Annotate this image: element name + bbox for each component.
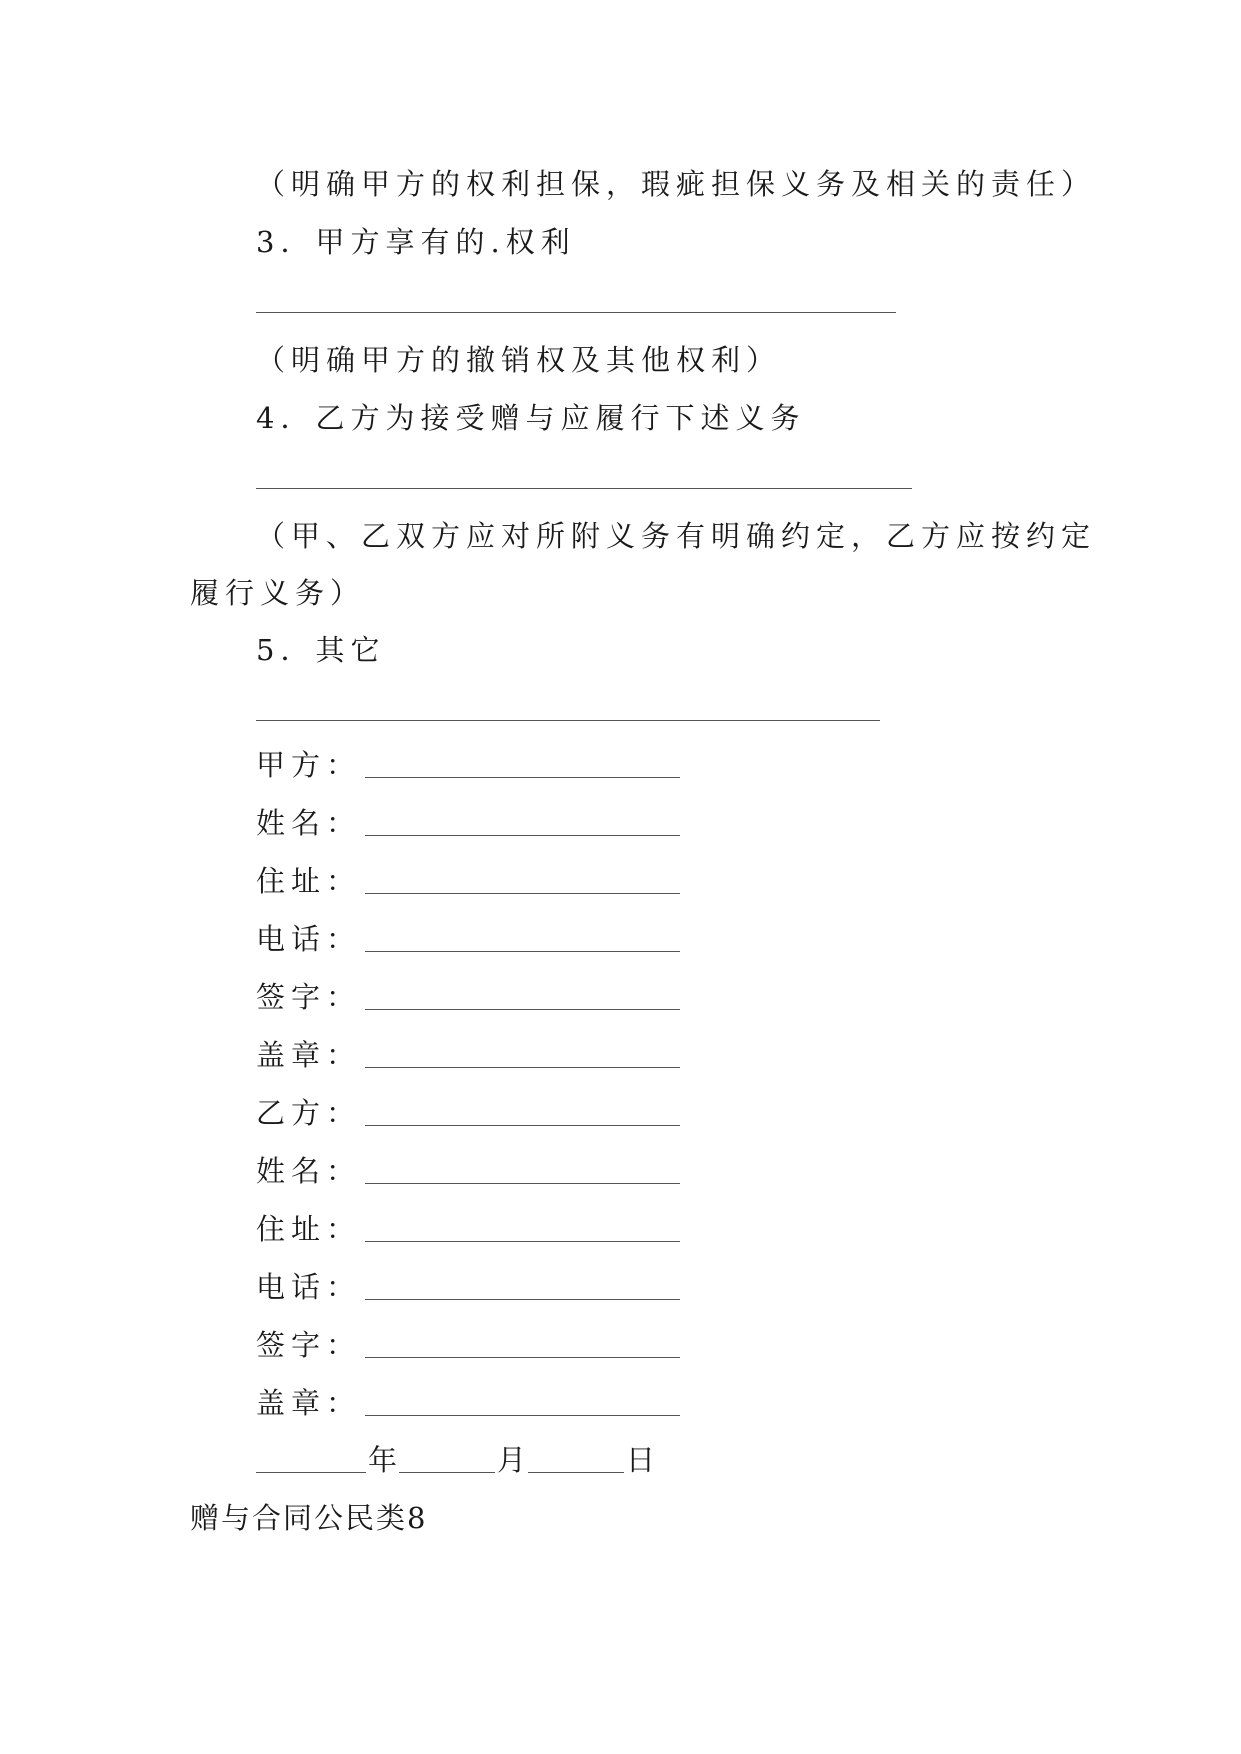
party-b-phone-blank [365,1299,680,1300]
month-label: 月 [497,1443,527,1477]
party-a-row [256,745,680,785]
party-a-address-label: 住址： [256,864,362,898]
party-a-signature-label: 签字： [256,980,362,1014]
party-b-seal-blank [365,1415,680,1416]
party-b-name-blank [365,1183,680,1184]
day-label: 日 [626,1443,656,1477]
party-a-blank [365,777,680,778]
party-b-phone-label: 电话： [256,1270,362,1304]
year-label: 年 [368,1443,398,1477]
party-a-address-row [256,861,680,901]
month-blank [399,1472,495,1473]
date-row [256,1440,657,1480]
note-warranty: （明确甲方的权利担保，瑕疵担保义务及相关的责任） [256,167,1097,201]
party-b-name-row [256,1151,680,1191]
party-a-seal-label: 盖章： [256,1038,362,1072]
party-a-seal-blank [365,1067,680,1068]
clause-3-blank-line [256,312,896,313]
party-a-name-blank [365,835,680,836]
clause-5-heading: 5．其它 [256,633,386,667]
clause-3-heading: 3．甲方享有的.权利 [256,225,576,259]
party-b-signature-row [256,1325,680,1365]
party-a-label: 甲方： [256,748,362,782]
party-b-seal-label: 盖章： [256,1386,362,1420]
next-section-title: 赠与合同公民类8 [190,1501,428,1535]
party-b-address-blank [365,1241,680,1242]
party-b-phone-row [256,1267,680,1307]
party-b-signature-label: 签字： [256,1328,362,1362]
clause-4-heading: 4．乙方为接受赠与应履行下述义务 [256,401,806,435]
note-revocation: （明确甲方的撤销权及其他权利） [256,343,782,377]
party-b-row [256,1093,680,1133]
party-a-address-blank [365,893,680,894]
party-a-name-label: 姓名： [256,806,362,840]
party-b-seal-row [256,1383,680,1423]
party-a-name-row [256,803,680,843]
clause-5-blank-line [256,720,880,721]
party-b-signature-blank [365,1357,680,1358]
year-blank [256,1472,366,1473]
party-a-signature-row [256,977,680,1017]
party-a-signature-blank [365,1009,680,1010]
note-obligations-line2: 履行义务） [190,576,366,610]
party-b-address-label: 住址： [256,1212,362,1246]
party-a-phone-label: 电话： [256,922,362,956]
clause-4-blank-line [256,488,912,489]
party-a-phone-blank [365,951,680,952]
party-a-phone-row [256,919,680,959]
party-b-name-label: 姓名： [256,1154,362,1188]
party-b-label: 乙方： [256,1096,362,1130]
party-a-seal-row [256,1035,680,1075]
party-b-blank [365,1125,680,1126]
note-obligations-line1: （甲、乙双方应对所附义务有明确约定，乙方应按约定 [256,519,1097,553]
day-blank [528,1472,624,1473]
party-b-address-row [256,1209,680,1249]
